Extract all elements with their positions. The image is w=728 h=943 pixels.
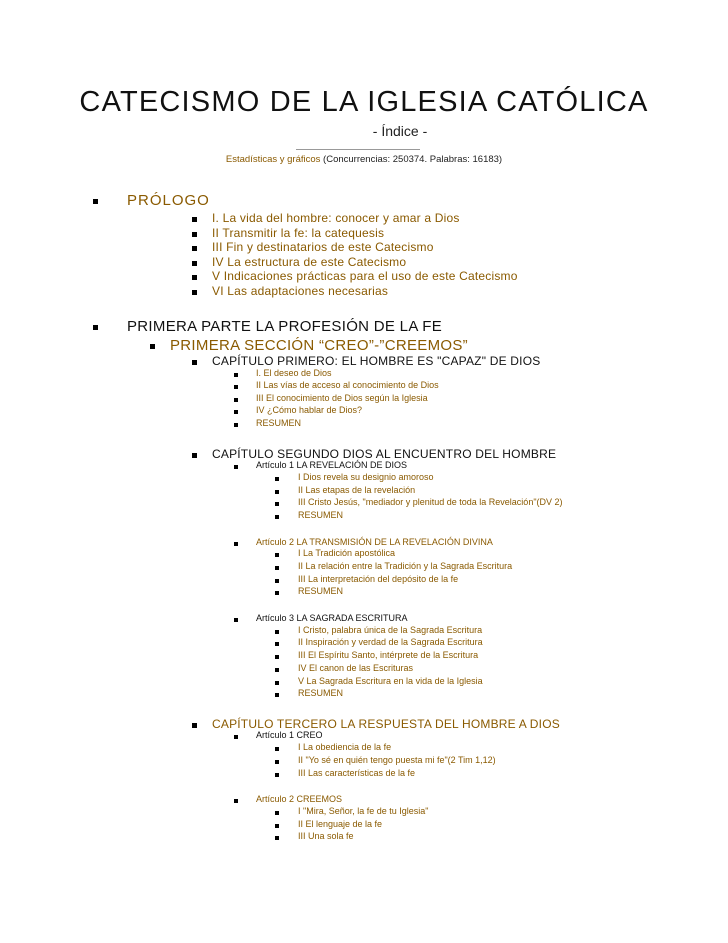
toc-entry-label[interactable]: PRIMERA PARTE LA PROFESIÓN DE LA FE: [127, 318, 443, 335]
square-bullet-icon: [275, 502, 279, 506]
square-bullet-icon: [234, 618, 238, 622]
square-bullet-icon: [234, 373, 238, 377]
square-bullet-icon: [192, 232, 197, 237]
toc-entry-label[interactable]: Artículo 2 CREEMOS: [256, 794, 343, 805]
toc-entry-label[interactable]: II El lenguaje de la fe: [298, 818, 383, 829]
square-bullet-icon: [275, 668, 279, 672]
square-bullet-icon: [275, 773, 279, 777]
square-bullet-icon: [275, 836, 279, 840]
toc-entry-label[interactable]: I. El deseo de Dios: [256, 367, 332, 378]
square-bullet-icon: [93, 199, 98, 204]
toc-entry-label[interactable]: CAPÍTULO TERCERO LA RESPUESTA DEL HOMBRE A DIOS: [212, 716, 560, 731]
square-bullet-icon: [234, 542, 238, 546]
toc-entry-label[interactable]: Artículo 1 LA REVELACIÓN DE DIOS: [256, 460, 408, 471]
toc-entry-label[interactable]: III El Espíritu Santo, intérprete de la Escritura: [298, 650, 479, 661]
toc-entry-label[interactable]: I La obediencia de la fe: [298, 742, 392, 753]
square-bullet-icon: [192, 453, 197, 458]
toc-entry-label[interactable]: I Dios revela su designio amoroso: [298, 471, 434, 482]
square-bullet-icon: [275, 655, 279, 659]
toc-entry-label[interactable]: PRÓLOGO: [127, 192, 210, 209]
toc-entry-label[interactable]: III Las características de la fe: [298, 767, 416, 778]
title-divider: [296, 149, 420, 150]
square-bullet-icon: [234, 410, 238, 414]
toc-entry-label[interactable]: III El conocimiento de Dios según la Iglesia: [256, 392, 428, 403]
toc-entry-label[interactable]: Artículo 2 LA TRANSMISIÓN DE LA REVELACIÓN DIVINA: [256, 536, 493, 547]
toc-entry-label[interactable]: I. La vida del hombre: conocer y amar a Dios: [212, 211, 460, 225]
square-bullet-icon: [234, 423, 238, 427]
toc-entry-label[interactable]: II Las etapas de la revelación: [298, 484, 416, 495]
toc-entry-label[interactable]: Artículo 3 LA SAGRADA ESCRITURA: [256, 613, 408, 623]
toc-entry-label[interactable]: V La Sagrada Escritura en la vida de la Iglesia: [298, 675, 483, 686]
square-bullet-icon: [150, 344, 155, 349]
toc-entry-label[interactable]: II Transmitir la fe: la catequesis: [212, 225, 385, 240]
toc-entry-label[interactable]: I Cristo, palabra única de la Sagrada Escritura: [298, 624, 483, 635]
square-bullet-icon: [275, 747, 279, 751]
toc-entry-label[interactable]: VI Las adaptaciones necesarias: [212, 284, 389, 298]
document-title: CATECISMO DE LA IGLESIA CATÓLICA: [79, 86, 649, 118]
square-bullet-icon: [192, 246, 197, 251]
square-bullet-icon: [275, 760, 279, 764]
toc-entry-label[interactable]: IV La estructura de este Catecismo: [212, 254, 407, 269]
toc-entry-label[interactable]: IV ¿Cómo hablar de Dios?: [256, 405, 363, 416]
square-bullet-icon: [275, 681, 279, 685]
toc-entry-label[interactable]: V Indicaciones prácticas para el uso de este Catecismo: [212, 269, 518, 284]
square-bullet-icon: [275, 566, 279, 570]
square-bullet-icon: [275, 824, 279, 828]
stats-counts: (Concurrencias: 250374. Palabras: 16183): [320, 154, 503, 165]
toc-entry-label[interactable]: IV El canon de las Escrituras: [298, 662, 414, 673]
toc-entry-label[interactable]: CAPÍTULO PRIMERO: EL HOMBRE ES "CAPAZ" DE DIOS: [212, 354, 541, 368]
square-bullet-icon: [192, 360, 197, 365]
square-bullet-icon: [192, 290, 197, 295]
toc-entry-label[interactable]: RESUMEN: [298, 688, 344, 699]
square-bullet-icon: [192, 275, 197, 280]
square-bullet-icon: [192, 217, 197, 222]
stats-link[interactable]: Estadísticas y gráficos: [225, 154, 321, 165]
toc-entry-label[interactable]: CAPÍTULO SEGUNDO DIOS AL ENCUENTRO DEL HOMBRE: [212, 446, 557, 461]
square-bullet-icon: [234, 799, 238, 803]
square-bullet-icon: [275, 553, 279, 557]
square-bullet-icon: [192, 261, 197, 266]
square-bullet-icon: [192, 723, 197, 728]
toc-entry-label[interactable]: II Las vías de acceso al conocimiento de Dios: [256, 380, 439, 391]
toc-entry-label[interactable]: II Inspiración y verdad de la Sagrada Escritura: [298, 637, 483, 648]
square-bullet-icon: [275, 630, 279, 634]
toc-entry-label[interactable]: III Una sola fe: [298, 831, 354, 842]
square-bullet-icon: [275, 591, 279, 595]
square-bullet-icon: [275, 811, 279, 815]
toc-entry-label[interactable]: Artículo 1 CREO: [256, 730, 323, 741]
toc-entry-label[interactable]: II La relación entre la Tradición y la Sagrada Escritura: [298, 561, 513, 571]
square-bullet-icon: [275, 490, 279, 494]
toc-entry-label[interactable]: RESUMEN: [298, 586, 344, 597]
toc-entry-label[interactable]: PRIMERA SECCIÓN “CREO”-”CREEMOS”: [170, 337, 468, 354]
toc-entry-label[interactable]: II "Yo sé en quién tengo puesta mi fe"(2 Tim 1,12): [298, 754, 496, 765]
square-bullet-icon: [275, 579, 279, 583]
toc-entry-label[interactable]: I La Tradición apostólica: [298, 548, 396, 559]
stats-line: [0, 153, 728, 167]
square-bullet-icon: [275, 642, 279, 646]
document-subtitle: - Índice -: [372, 123, 428, 139]
toc-entry-label[interactable]: I "Mira, Señor, la fe de tu Iglesia": [298, 805, 429, 816]
square-bullet-icon: [234, 398, 238, 402]
toc-entry-label[interactable]: III Cristo Jesús, "mediador y plenitud de toda la Revelación"(DV 2): [298, 497, 563, 508]
toc-entry-label[interactable]: III Fin y destinatarios de este Catecismo: [212, 240, 434, 255]
square-bullet-icon: [234, 735, 238, 739]
square-bullet-icon: [275, 693, 279, 697]
toc-entry-label[interactable]: RESUMEN: [298, 510, 344, 520]
toc-entry-label[interactable]: III La interpretación del depósito de la fe: [298, 573, 459, 584]
square-bullet-icon: [234, 465, 238, 469]
square-bullet-icon: [275, 477, 279, 481]
square-bullet-icon: [234, 385, 238, 389]
square-bullet-icon: [93, 325, 98, 330]
square-bullet-icon: [275, 515, 279, 519]
toc-entry-label[interactable]: RESUMEN: [256, 418, 302, 428]
